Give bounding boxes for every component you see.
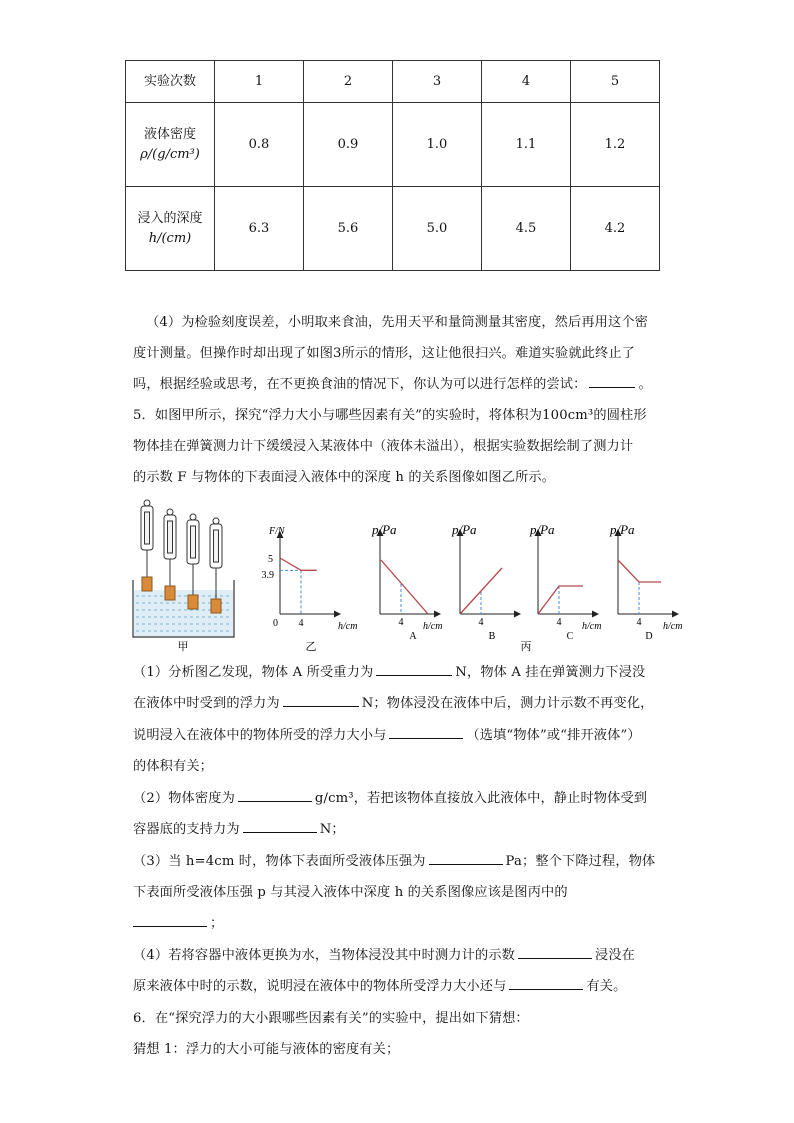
h-axis-label-yi: h/cm xyxy=(338,621,358,632)
q5-text: （3）当 h=4cm 时，物体下表面所受液体压强为 xyxy=(133,854,426,869)
F-h-curve xyxy=(280,558,317,570)
density-row xyxy=(126,103,660,187)
q5-text: 有关。 xyxy=(586,979,627,994)
q5-text: （1）分析图乙发现，物体 A 所受重力为 xyxy=(133,665,374,680)
tick-4-C: 4 xyxy=(556,617,562,628)
q5-text: N；物体浸没在液体中后，测力计示数不再变化， xyxy=(361,696,654,711)
q5-text: （2）物体密度为 xyxy=(133,791,235,806)
q5-text: 原来液体中时的示数，说明浸在液体中的物体所受浮力大小还与 xyxy=(133,979,507,994)
answer-blank[interactable] xyxy=(238,789,312,802)
table-cell: 6.3 xyxy=(215,187,304,271)
q5-line-9 xyxy=(133,912,223,931)
label-A: A xyxy=(409,631,417,642)
p-axis-label-B: p/Pa xyxy=(452,522,477,537)
tick-39: 3.9 xyxy=(261,570,274,581)
tick-4-D: 4 xyxy=(636,617,642,628)
label-D: D xyxy=(645,631,653,642)
graph-B xyxy=(451,522,520,642)
q5-line-2 xyxy=(133,692,654,711)
table-cell: 4.2 xyxy=(571,187,660,271)
h-axis-label-A: h/cm xyxy=(423,621,443,632)
answer-blank[interactable] xyxy=(243,820,317,833)
table-header-row xyxy=(126,61,660,103)
header-cell: 2 xyxy=(304,61,393,103)
tick-5: 5 xyxy=(268,554,273,565)
q5-line-4: 的体积有关； xyxy=(133,759,214,774)
q4-text: 吗，根据经验或思考，在不更换食油的情况下，你认为可以进行怎样的尝试： xyxy=(133,377,587,392)
table-cell: 5.0 xyxy=(393,187,482,271)
F-axis-label: F/N xyxy=(269,526,285,537)
p-axis-label-A: p/Pa xyxy=(372,522,397,537)
origin-label: 0 xyxy=(273,618,278,629)
q5-line-10 xyxy=(133,944,635,963)
apparatus-figure xyxy=(133,500,234,653)
q5-text: g/cm³，若把该物体直接放入此液体中，静止时物体受到 xyxy=(314,791,648,806)
q4-line-2: 度计测量。但操作时却出现了如图3所示的情形，这让他很扫兴。难道实验就此终止了 xyxy=(133,346,636,361)
table-cell: 0.9 xyxy=(304,103,393,187)
label-jia: 甲 xyxy=(177,641,189,653)
q5-text: （4）若将容器中液体更换为水，当物体浸没其中时测力计的示数 xyxy=(133,948,515,963)
answer-blank[interactable] xyxy=(376,663,452,676)
q5-text: N，物体 A 挂在弹簧测力下浸没 xyxy=(455,665,646,680)
table-cell: 4.5 xyxy=(482,187,571,271)
h-axis-label-D: h/cm xyxy=(663,621,683,632)
p5-line-1: 5．如图甲所示，探究“浮力大小与哪些因素有关”的实验时，将体积为100cm³的圆柱形 xyxy=(133,408,647,423)
p-axis-label-D: p/Pa xyxy=(610,522,635,537)
depth-unit: h/(cm) xyxy=(148,230,192,246)
graph-C xyxy=(529,522,601,642)
header-cell: 实验次数 xyxy=(126,61,215,103)
q5-text: N； xyxy=(319,822,345,837)
p6-line-1: 6．在“探究浮力的大小跟哪些因素有关”的实验中，提出如下猜想： xyxy=(133,1011,529,1026)
data-table xyxy=(125,60,660,271)
spring-scale-2 xyxy=(164,509,176,600)
curve-A xyxy=(381,560,428,614)
answer-blank[interactable] xyxy=(509,977,583,990)
label-bing: 丙 xyxy=(520,641,532,653)
q5-line-5 xyxy=(133,787,647,806)
q4-end: 。 xyxy=(638,377,652,392)
answer-blank[interactable] xyxy=(283,694,359,707)
q5-line-11 xyxy=(133,975,626,994)
depth-row xyxy=(126,187,660,271)
q5-line-7 xyxy=(133,850,655,869)
q5-line-6 xyxy=(133,818,345,837)
q5-text: 说明浸入在液体中的物体所受的浮力大小与 xyxy=(133,728,387,743)
figure-row xyxy=(128,492,688,654)
q5-text: ； xyxy=(210,916,224,931)
p5-line-2: 物体挂在弹簧测力计下缓缓浸入某液体中（液体未溢出），根据实验数据绘制了测力计 xyxy=(133,439,634,454)
density-unit: ρ/(g/cm³) xyxy=(140,146,200,162)
q5-text: 浸没在 xyxy=(595,948,636,963)
spring-scale-1 xyxy=(141,500,153,591)
label-yi: 乙 xyxy=(305,641,317,653)
table-cell: 0.8 xyxy=(215,103,304,187)
density-label: 液体密度 xyxy=(143,126,196,142)
curve-C xyxy=(538,586,583,614)
graph-D xyxy=(521,522,683,653)
tick-4-yi: 4 xyxy=(298,618,304,629)
q5-line-3 xyxy=(133,724,641,743)
spring-scale-3 xyxy=(187,514,199,609)
h-axis-label-C: h/cm xyxy=(582,621,602,632)
label-C: C xyxy=(566,631,574,642)
q4-line-1: （4）为检验刻度误差，小明取来食油，先用天平和量筒测量其密度，然后再用这个密 xyxy=(146,315,649,330)
table-cell: 1.1 xyxy=(482,103,571,187)
p6-line-2: 猜想 1：浮力的大小可能与液体的密度有关； xyxy=(133,1042,400,1057)
q5-text: 在液体中时受到的浮力为 xyxy=(133,696,280,711)
p-axis-label-C: p/Pa xyxy=(530,522,555,537)
curve-D xyxy=(618,560,661,582)
header-cell: 1 xyxy=(215,61,304,103)
header-cell: 3 xyxy=(393,61,482,103)
header-cell: 5 xyxy=(571,61,660,103)
spring-scale-4 xyxy=(210,518,222,613)
q4-line-3 xyxy=(133,373,652,392)
graph-A xyxy=(371,522,442,642)
depth-label-cell xyxy=(126,187,215,271)
graph-yi xyxy=(262,526,358,653)
answer-blank[interactable] xyxy=(589,375,635,388)
density-label-cell xyxy=(126,103,215,187)
depth-label: 浸入的深度 xyxy=(137,210,203,226)
q5-line-8: 下表面所受液体压强 p 与其浸入液体中深度 h 的关系图像应该是图丙中的 xyxy=(133,885,568,900)
answer-blank[interactable] xyxy=(429,852,503,865)
answer-blank[interactable] xyxy=(133,914,207,927)
label-B: B xyxy=(488,631,496,642)
p5-line-3: 的示数 F 与物体的下表面浸入液体中的深度 h 的关系图像如图乙所示。 xyxy=(133,470,556,485)
header-cell: 4 xyxy=(482,61,571,103)
answer-blank[interactable] xyxy=(518,946,592,959)
q5-text: Pa；整个下降过程，物体 xyxy=(505,854,656,869)
answer-blank[interactable] xyxy=(389,726,463,739)
tick-4-A: 4 xyxy=(398,617,404,628)
q5-text: 容器底的支持力为 xyxy=(133,822,240,837)
q5-line-1 xyxy=(133,661,645,680)
tick-4-B: 4 xyxy=(478,617,484,628)
table-cell: 1.0 xyxy=(393,103,482,187)
q5-text: （选填“物体”或“排开液体”） xyxy=(466,728,641,743)
table-cell: 1.2 xyxy=(571,103,660,187)
table-cell: 5.6 xyxy=(304,187,393,271)
